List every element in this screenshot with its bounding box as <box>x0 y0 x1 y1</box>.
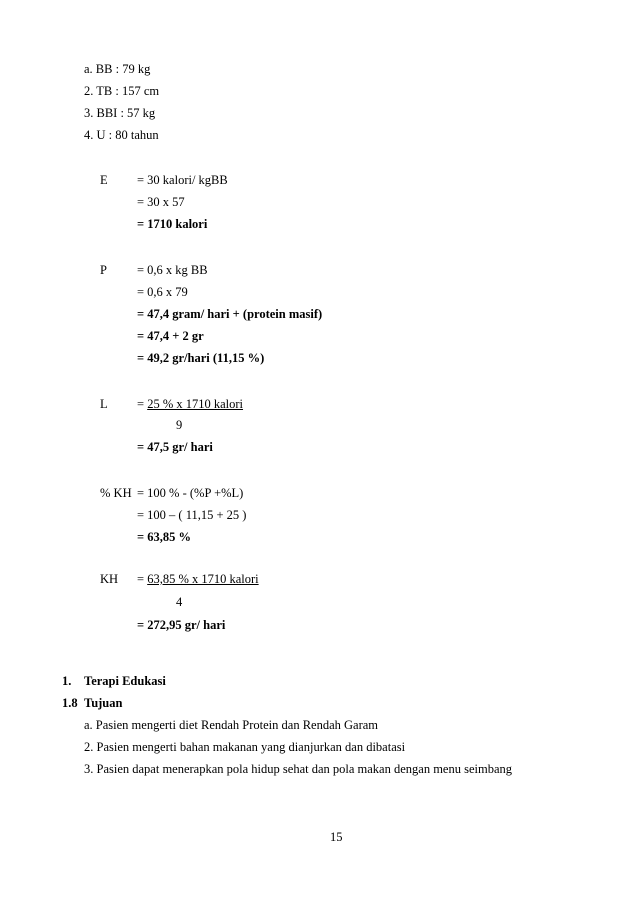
subsection-number: 1.8 <box>62 696 78 710</box>
section-heading: Terapi Edukasi <box>84 674 166 688</box>
protein-line-3: = 47,4 gram/ hari + (protein masif) <box>137 307 323 321</box>
lemak-result: = 47,5 gr/ hari <box>137 440 213 454</box>
protein-label: P <box>100 263 107 277</box>
lemak-label: L <box>100 397 108 411</box>
lemak-denominator: 9 <box>176 418 183 432</box>
subsection-heading: Tujuan <box>84 696 123 710</box>
energy-line-1: = 30 kalori/ kgBB <box>137 173 228 187</box>
energy-result: = 1710 kalori <box>137 217 208 231</box>
list-item: 3. Pasien dapat menerapkan pola hidup sehat dan pola makan dengan menu seimbang <box>84 762 512 776</box>
kh-numerator: 63,85 % x 1710 kalori <box>147 572 259 586</box>
energy-line-2: = 30 x 57 <box>137 195 185 209</box>
list-item: 2. Pasien mengerti bahan makanan yang dianjurkan dan dibatasi <box>84 740 406 754</box>
list-item: a. Pasien mengerti diet Rendah Protein dan Rendah Garam <box>84 718 379 732</box>
pkh-result: = 63,85 % <box>137 530 191 544</box>
page-number: 15 <box>330 830 343 844</box>
kh-eq-sign: = <box>137 572 148 586</box>
protein-result: = 49,2 gr/hari (11,15 %) <box>137 351 265 365</box>
energy-label: E <box>100 173 108 187</box>
pkh-line-2: = 100 – ( 11,15 + 25 ) <box>137 508 247 522</box>
protein-line-1: = 0,6 x kg BB <box>137 263 208 277</box>
lemak-equation <box>137 396 243 412</box>
patient-ideal-weight: 3. BBI : 57 kg <box>84 106 156 120</box>
protein-line-4: = 47,4 + 2 gr <box>137 329 204 343</box>
kh-denominator: 4 <box>176 595 183 609</box>
pkh-line-1: = 100 % - (%P +%L) <box>137 486 244 500</box>
patient-weight: a. BB : 79 kg <box>84 62 151 76</box>
patient-height: 2. TB : 157 cm <box>84 84 160 98</box>
protein-line-2: = 0,6 x 79 <box>137 285 188 299</box>
pkh-label: % KH <box>100 486 132 500</box>
section-heading-number: 1. <box>62 674 72 688</box>
lemak-numerator: 25 % x 1710 kalori <box>147 397 244 411</box>
kh-label: KH <box>100 572 119 586</box>
kh-result: = 272,95 gr/ hari <box>137 618 226 632</box>
lemak-eq-sign: = <box>137 397 148 411</box>
patient-age: 4. U : 80 tahun <box>84 128 159 142</box>
kh-equation <box>137 571 259 587</box>
